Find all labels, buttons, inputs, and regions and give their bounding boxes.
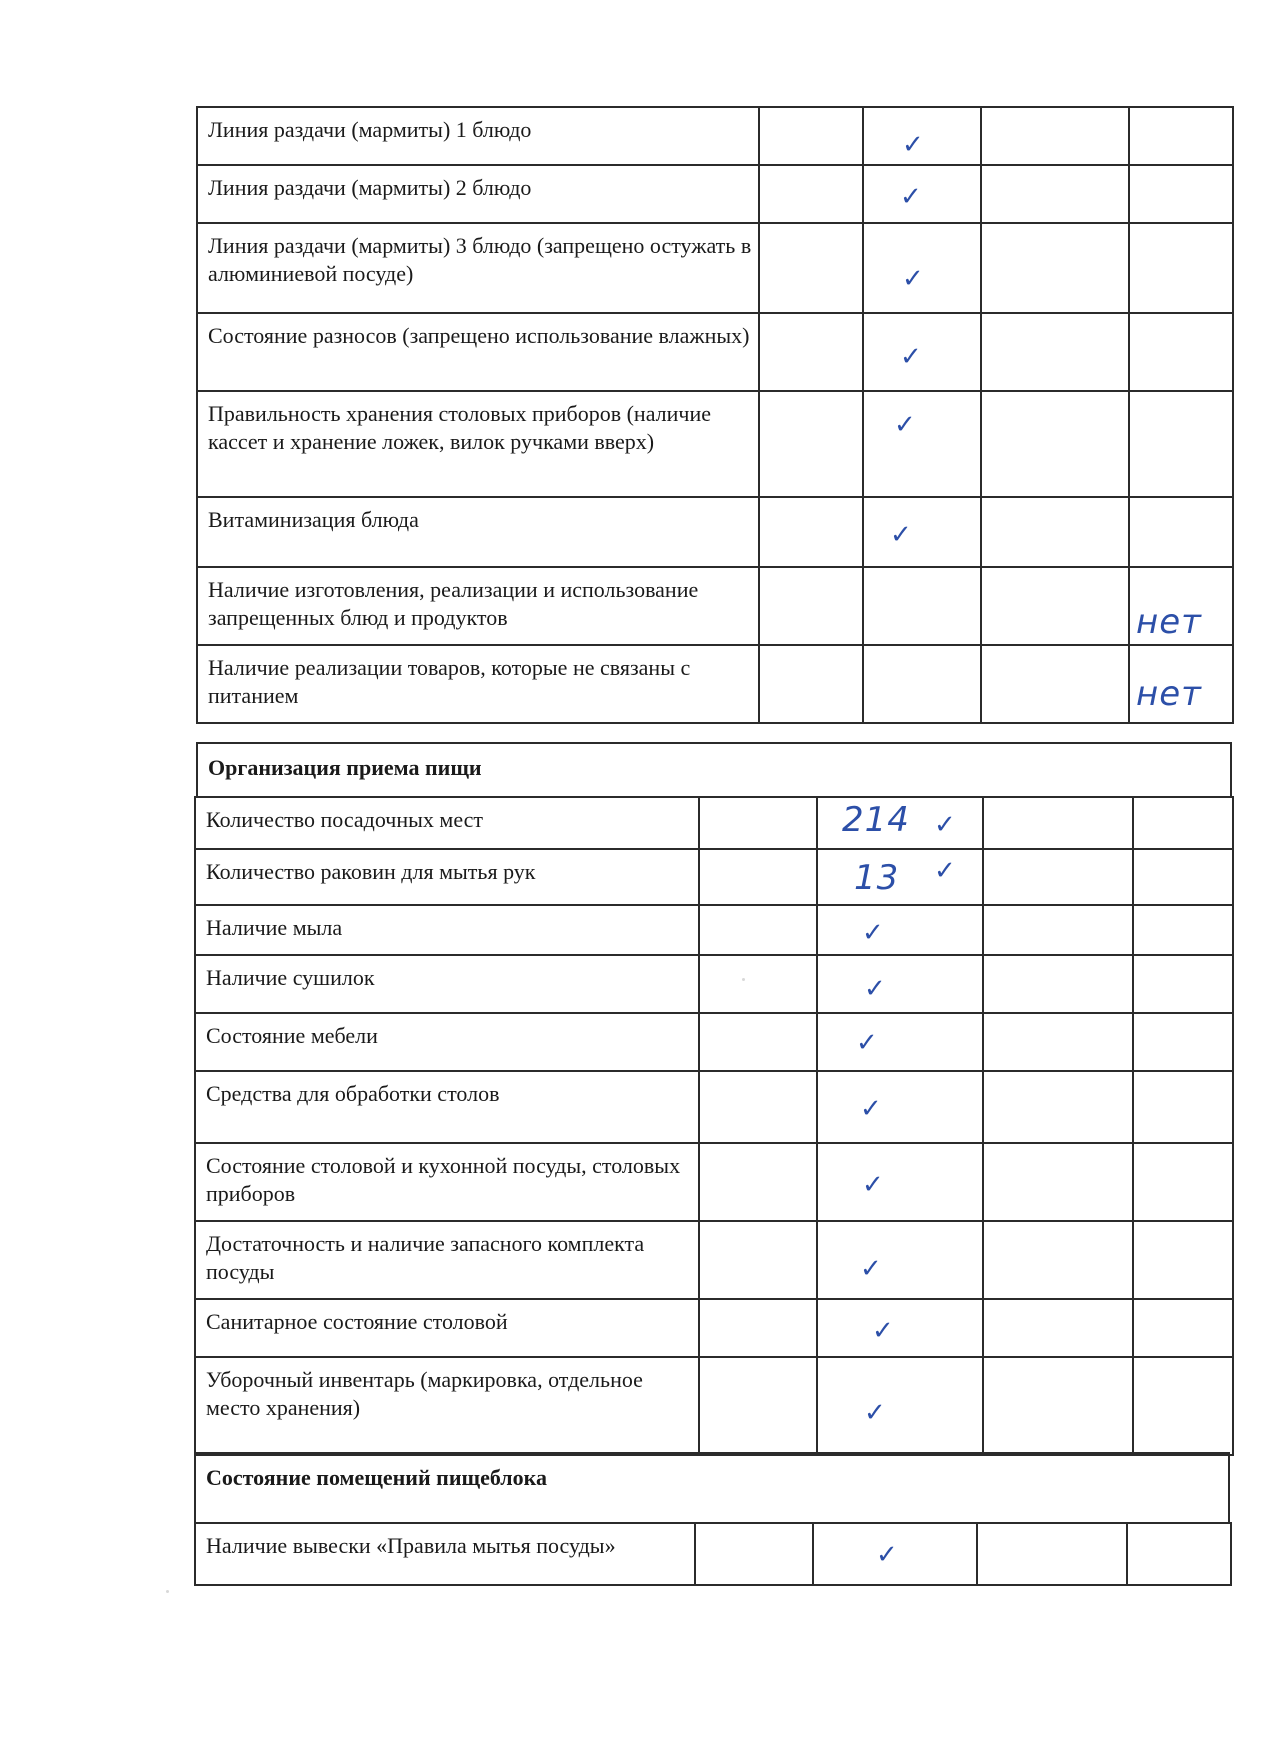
row-label: Состояние мебели — [195, 1013, 699, 1071]
note-cell — [1129, 497, 1233, 567]
empty-cell — [983, 1357, 1133, 1455]
row-label: Линия раздачи (мармиты) 1 блюдо — [197, 107, 759, 165]
value-cell — [813, 1523, 977, 1585]
empty-cell — [981, 391, 1129, 497]
handwritten-tick: ✓ — [860, 1254, 882, 1284]
empty-cell — [759, 223, 863, 313]
check-cell — [863, 645, 981, 723]
empty-cell — [1133, 1221, 1233, 1299]
empty-cell — [981, 107, 1129, 165]
note-cell — [1129, 165, 1233, 223]
empty-cell — [759, 567, 863, 645]
handwritten-tick: ✓ — [864, 974, 886, 1004]
row-label: Санитарное состояние столовой — [195, 1299, 699, 1357]
note-cell — [1129, 391, 1233, 497]
handwritten-tick: ✓ — [856, 1028, 878, 1058]
empty-cell — [1133, 1143, 1233, 1221]
check-cell — [863, 391, 981, 497]
empty-cell — [981, 567, 1129, 645]
empty-cell — [759, 497, 863, 567]
row-label: Средства для обработки столов — [195, 1071, 699, 1143]
handwritten-tick: ✓ — [864, 1398, 886, 1428]
table-row — [195, 1221, 1233, 1299]
table-row — [197, 165, 1233, 223]
table-row — [195, 1071, 1233, 1143]
table-row — [195, 955, 1233, 1013]
table-row — [195, 1523, 1231, 1585]
row-label: Линия раздачи (мармиты) 3 блюдо (запрещено остужать в алюминиевой посуде) — [197, 223, 759, 313]
table-row — [197, 313, 1233, 391]
handwritten-tick: ✓ — [894, 410, 916, 440]
handwritten-value: 13 — [854, 858, 900, 898]
empty-cell — [699, 905, 817, 955]
handwritten-tick: ✓ — [876, 1540, 898, 1570]
empty-cell — [981, 165, 1129, 223]
empty-cell — [759, 107, 863, 165]
empty-cell — [983, 955, 1133, 1013]
value-cell — [817, 1299, 983, 1357]
note-cell — [1129, 313, 1233, 391]
table-row — [197, 391, 1233, 497]
row-label: Правильность хранения столовых приборов (наличие кассет и хранение ложек, вилок ручками вверх) — [197, 391, 759, 497]
handwritten-tick: ✓ — [860, 1094, 882, 1124]
empty-cell — [1133, 797, 1233, 849]
empty-cell — [699, 1143, 817, 1221]
table-row — [195, 1357, 1233, 1455]
table-row — [195, 849, 1233, 905]
note-cell — [1129, 567, 1233, 645]
empty-cell — [1133, 849, 1233, 905]
check-cell — [863, 313, 981, 391]
section-title: Организация приема пищи — [197, 743, 1231, 797]
row-label: Витаминизация блюда — [197, 497, 759, 567]
handwritten-tick: ✓ — [934, 856, 956, 886]
empty-cell — [983, 1299, 1133, 1357]
scan-speck — [742, 978, 745, 981]
section-title: Состояние помещений пищеблока — [195, 1453, 1229, 1523]
table-row — [195, 1143, 1233, 1221]
check-cell — [863, 223, 981, 313]
empty-cell — [1127, 1523, 1231, 1585]
empty-cell — [699, 955, 817, 1013]
empty-cell — [759, 645, 863, 723]
empty-cell — [699, 1357, 817, 1455]
empty-cell — [981, 223, 1129, 313]
handwritten-tick: ✓ — [872, 1316, 894, 1346]
row-label: Состояние разносов (запрещено использование влажных) — [197, 313, 759, 391]
empty-cell — [759, 313, 863, 391]
value-cell — [817, 797, 983, 849]
handwritten-tick: ✓ — [902, 130, 924, 160]
empty-cell — [983, 797, 1133, 849]
empty-cell — [699, 797, 817, 849]
empty-cell — [759, 391, 863, 497]
check-cell — [863, 497, 981, 567]
handwritten-tick: ✓ — [890, 520, 912, 550]
empty-cell — [983, 1013, 1133, 1071]
empty-cell — [981, 645, 1129, 723]
scan-speck — [166, 1590, 169, 1593]
value-cell — [817, 955, 983, 1013]
checklist-table-lower — [194, 1522, 1232, 1586]
empty-cell — [759, 165, 863, 223]
check-cell — [863, 567, 981, 645]
section-header-table — [194, 1452, 1230, 1524]
value-cell — [817, 1143, 983, 1221]
handwritten-tick: ✓ — [900, 342, 922, 372]
row-label: Наличие вывески «Правила мытья посуды» — [195, 1523, 695, 1585]
empty-cell — [981, 313, 1129, 391]
empty-cell — [1133, 905, 1233, 955]
handwritten-net: нет — [1136, 602, 1202, 642]
table-row — [197, 107, 1233, 165]
checklist-table-middle — [194, 796, 1234, 1456]
row-label: Наличие реализации товаров, которые не связаны с питанием — [197, 645, 759, 723]
note-cell — [1129, 223, 1233, 313]
empty-cell — [1133, 955, 1233, 1013]
table-row — [195, 905, 1233, 955]
row-label: Наличие сушилок — [195, 955, 699, 1013]
value-cell — [817, 1013, 983, 1071]
empty-cell — [699, 1299, 817, 1357]
note-cell — [1129, 107, 1233, 165]
row-label: Состояние столовой и кухонной посуды, столовых приборов — [195, 1143, 699, 1221]
table-row — [197, 567, 1233, 645]
value-cell — [817, 1221, 983, 1299]
check-cell — [863, 107, 981, 165]
empty-cell — [983, 849, 1133, 905]
row-label: Линия раздачи (мармиты) 2 блюдо — [197, 165, 759, 223]
empty-cell — [695, 1523, 813, 1585]
table-row — [197, 497, 1233, 567]
handwritten-tick: ✓ — [902, 264, 924, 294]
empty-cell — [983, 1143, 1133, 1221]
note-cell — [1129, 645, 1233, 723]
row-label: Количество раковин для мытья рук — [195, 849, 699, 905]
empty-cell — [983, 1221, 1133, 1299]
value-cell — [817, 1357, 983, 1455]
checklist-table-upper — [196, 106, 1234, 724]
row-label: Наличие мыла — [195, 905, 699, 955]
table-row — [197, 645, 1233, 723]
handwritten-tick: ✓ — [900, 182, 922, 212]
handwritten-tick: ✓ — [862, 1170, 884, 1200]
table-row — [195, 1299, 1233, 1357]
empty-cell — [983, 1071, 1133, 1143]
empty-cell — [699, 849, 817, 905]
empty-cell — [699, 1221, 817, 1299]
check-cell — [863, 165, 981, 223]
row-label: Достаточность и наличие запасного комплекта посуды — [195, 1221, 699, 1299]
empty-cell — [977, 1523, 1127, 1585]
handwritten-net: нет — [1136, 674, 1202, 714]
value-cell — [817, 849, 983, 905]
table-row — [195, 1013, 1233, 1071]
value-cell — [817, 905, 983, 955]
table-row — [195, 797, 1233, 849]
empty-cell — [1133, 1357, 1233, 1455]
empty-cell — [1133, 1071, 1233, 1143]
handwritten-tick: ✓ — [862, 918, 884, 948]
empty-cell — [1133, 1299, 1233, 1357]
handwritten-value: 214 — [842, 800, 910, 840]
empty-cell — [699, 1071, 817, 1143]
empty-cell — [983, 905, 1133, 955]
empty-cell — [981, 497, 1129, 567]
empty-cell — [699, 1013, 817, 1071]
value-cell — [817, 1071, 983, 1143]
handwritten-tick: ✓ — [934, 810, 956, 840]
empty-cell — [1133, 1013, 1233, 1071]
table-row — [197, 223, 1233, 313]
section-header-table — [196, 742, 1232, 798]
row-label: Наличие изготовления, реализации и использование запрещенных блюд и продуктов — [197, 567, 759, 645]
row-label: Количество посадочных мест — [195, 797, 699, 849]
row-label: Уборочный инвентарь (маркировка, отдельное место хранения) — [195, 1357, 699, 1455]
